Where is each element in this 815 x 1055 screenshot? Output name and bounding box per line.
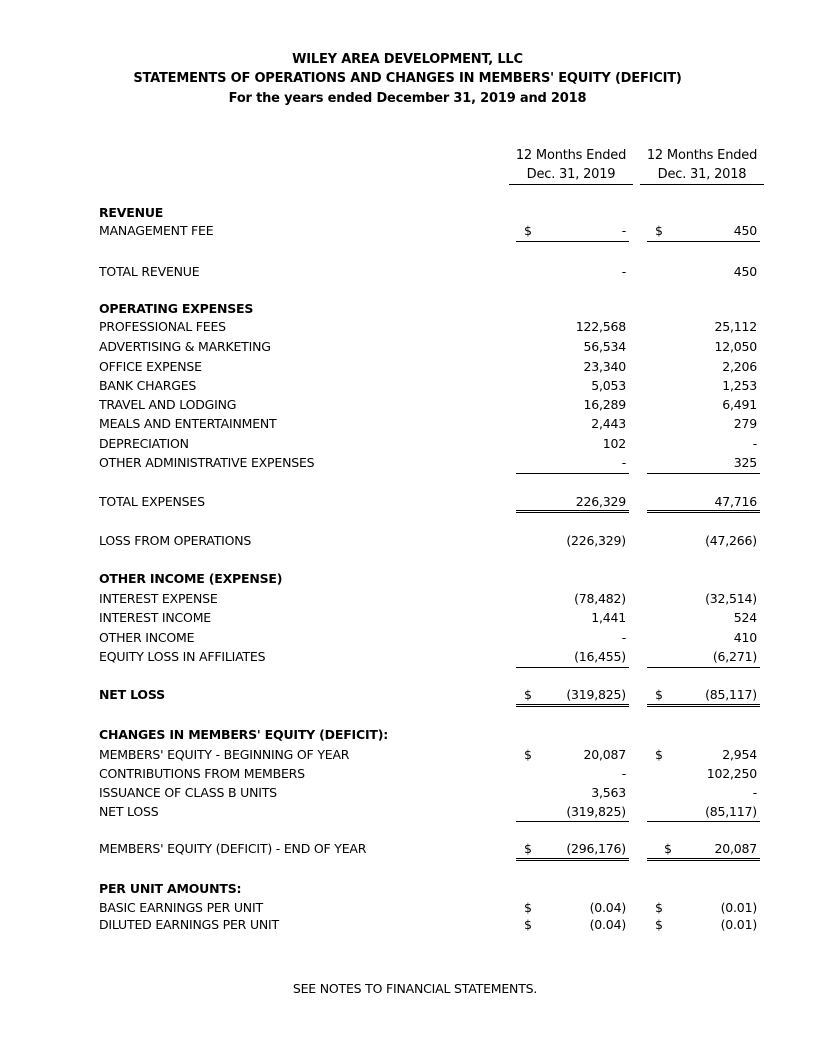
value-2019: 122,568 [575, 319, 626, 334]
column-header-line2: Dec. 31, 2018 [640, 165, 764, 185]
dollar-sign: $ [524, 747, 532, 762]
value-2018: 1,253 [722, 378, 757, 393]
dollar-sign: $ [655, 687, 663, 702]
row-label: EQUITY LOSS IN AFFILIATES [99, 649, 266, 664]
row-label: BANK CHARGES [99, 378, 197, 393]
section-heading: OTHER INCOME (EXPENSE) [99, 571, 283, 586]
per-unit-row [0, 917, 815, 935]
value-2018: (6,271) [712, 649, 757, 664]
double-rule [516, 858, 629, 861]
expense-row [0, 319, 815, 337]
value-2019: 20,087 [583, 747, 626, 762]
dollar-sign: $ [655, 900, 663, 915]
row-label: NET LOSS [99, 687, 165, 702]
expense-row [0, 378, 815, 396]
value-2018: (47,266) [705, 533, 757, 548]
value-2019: (319,825) [566, 687, 626, 702]
value-2018: (0.01) [720, 900, 757, 915]
double-rule [516, 510, 629, 513]
row-label: TRAVEL AND LODGING [99, 397, 237, 412]
row-label: OTHER ADMINISTRATIVE EXPENSES [99, 455, 315, 470]
column-header-line1: 12 Months Ended [515, 148, 627, 163]
net-loss-row [0, 687, 815, 705]
value-2018: 279 [733, 416, 757, 431]
per-unit-row [0, 900, 815, 918]
section-heading: OPERATING EXPENSES [99, 301, 254, 316]
row-label: TOTAL REVENUE [99, 264, 200, 279]
value-2018: 450 [733, 223, 757, 238]
value-2019: - [621, 630, 626, 645]
value-2018: 410 [733, 630, 757, 645]
dollar-sign: $ [524, 841, 532, 856]
value-2019: 102 [602, 436, 626, 451]
expense-row [0, 436, 815, 454]
value-2019: (226,329) [566, 533, 626, 548]
row-label: ADVERTISING & MARKETING [99, 339, 271, 354]
double-rule [516, 704, 629, 707]
section-heading: CHANGES IN MEMBERS' EQUITY (DEFICIT): [99, 727, 389, 742]
value-2019: - [621, 766, 626, 781]
row-label: DILUTED EARNINGS PER UNIT [99, 917, 279, 932]
other-income-row [0, 630, 815, 648]
value-2019: 23,340 [583, 359, 626, 374]
per-unit-heading-row [0, 881, 815, 899]
row-label: OFFICE EXPENSE [99, 359, 202, 374]
column-header-line1: 12 Months Ended [646, 148, 758, 163]
value-2018: (85,117) [705, 687, 757, 702]
double-rule [647, 858, 760, 861]
value-2019: 56,534 [583, 339, 626, 354]
value-2019: 3,563 [591, 785, 626, 800]
value-2018: 325 [733, 455, 757, 470]
value-2018: - [752, 785, 757, 800]
statement-period: For the years ended December 31, 2019 and 2018 [228, 91, 587, 106]
value-2019: (296,176) [566, 841, 626, 856]
double-rule [647, 510, 760, 513]
dollar-sign: $ [664, 841, 672, 856]
value-2018: 2,206 [722, 359, 757, 374]
section-heading: PER UNIT AMOUNTS: [99, 881, 242, 896]
dollar-sign: $ [524, 687, 532, 702]
rule [516, 667, 629, 668]
other-income-row [0, 591, 815, 609]
row-label: INTEREST EXPENSE [99, 591, 218, 606]
other-income-heading-row [0, 571, 815, 589]
value-2018: 450 [733, 264, 757, 279]
value-2018: 47,716 [714, 494, 757, 509]
row-label: LOSS FROM OPERATIONS [99, 533, 252, 548]
section-heading: REVENUE [99, 205, 164, 220]
value-2019: 1,441 [591, 610, 626, 625]
value-2019: 16,289 [583, 397, 626, 412]
value-2018: (85,117) [705, 804, 757, 819]
rule [647, 821, 760, 822]
expense-row [0, 339, 815, 357]
value-2019: 2,443 [591, 416, 626, 431]
dollar-sign: $ [524, 900, 532, 915]
value-2019: (319,825) [566, 804, 626, 819]
expense-row [0, 455, 815, 473]
expense-row [0, 397, 815, 415]
row-label: NET LOSS [99, 804, 159, 819]
row-label: INTEREST INCOME [99, 610, 211, 625]
value-2018: 2,954 [722, 747, 757, 762]
expense-row [0, 416, 815, 434]
loss-from-operations-row [0, 533, 815, 551]
row-label: MEALS AND ENTERTAINMENT [99, 416, 277, 431]
row-label: TOTAL EXPENSES [99, 494, 205, 509]
management-fee-row [0, 223, 815, 241]
row-label: BASIC EARNINGS PER UNIT [99, 900, 263, 915]
column-header-line2: Dec. 31, 2019 [509, 165, 633, 185]
dollar-sign: $ [655, 917, 663, 932]
other-income-row [0, 610, 815, 628]
company-name: WILEY AREA DEVELOPMENT, LLC [292, 52, 523, 67]
dollar-sign: $ [524, 223, 532, 238]
dollar-sign: $ [655, 747, 663, 762]
row-label: ISSUANCE OF CLASS B UNITS [99, 785, 277, 800]
value-2018: 524 [733, 610, 757, 625]
value-2019: 5,053 [591, 378, 626, 393]
value-2018: 25,112 [714, 319, 757, 334]
row-label: DEPRECIATION [99, 436, 189, 451]
value-2018: 102,250 [706, 766, 757, 781]
equity-row [0, 766, 815, 784]
equity-changes-heading-row [0, 727, 815, 745]
expense-row [0, 359, 815, 377]
value-2018: - [752, 436, 757, 451]
rule [516, 821, 629, 822]
value-2018: 6,491 [722, 397, 757, 412]
value-2019: - [621, 223, 626, 238]
column-header-2018 [640, 146, 764, 185]
rule [647, 473, 760, 474]
value-2018: 20,087 [714, 841, 757, 856]
operating-expenses-heading-row [0, 301, 815, 319]
dollar-sign: $ [524, 917, 532, 932]
equity-row [0, 747, 815, 765]
value-2019: (16,455) [574, 649, 626, 664]
row-label: CONTRIBUTIONS FROM MEMBERS [99, 766, 305, 781]
value-2018: (0.01) [720, 917, 757, 932]
value-2019: - [621, 264, 626, 279]
statement-title: STATEMENTS OF OPERATIONS AND CHANGES IN MEMBERS' EQUITY (DEFICIT) [133, 71, 682, 86]
equity-end-row [0, 841, 815, 859]
row-label: MEMBERS' EQUITY - BEGINNING OF YEAR [99, 747, 350, 762]
value-2019: - [621, 455, 626, 470]
row-label: MANAGEMENT FEE [99, 223, 214, 238]
rule [516, 241, 629, 242]
total-revenue-row [0, 264, 815, 282]
value-2018: 12,050 [714, 339, 757, 354]
rule [516, 473, 629, 474]
value-2019: (78,482) [574, 591, 626, 606]
value-2019: (0.04) [589, 900, 626, 915]
other-income-row [0, 649, 815, 667]
rule [647, 667, 760, 668]
value-2018: (32,514) [705, 591, 757, 606]
equity-row [0, 785, 815, 803]
row-label: PROFESSIONAL FEES [99, 319, 226, 334]
value-2019: (0.04) [589, 917, 626, 932]
double-rule [647, 704, 760, 707]
revenue-heading-row [0, 205, 815, 223]
footer-note: SEE NOTES TO FINANCIAL STATEMENTS. [292, 981, 538, 996]
value-2019: 226,329 [575, 494, 626, 509]
row-label: MEMBERS' EQUITY (DEFICIT) - END OF YEAR [99, 841, 367, 856]
column-header-2019 [509, 146, 633, 185]
dollar-sign: $ [655, 223, 663, 238]
rule [647, 241, 760, 242]
equity-row [0, 804, 815, 822]
row-label: OTHER INCOME [99, 630, 195, 645]
